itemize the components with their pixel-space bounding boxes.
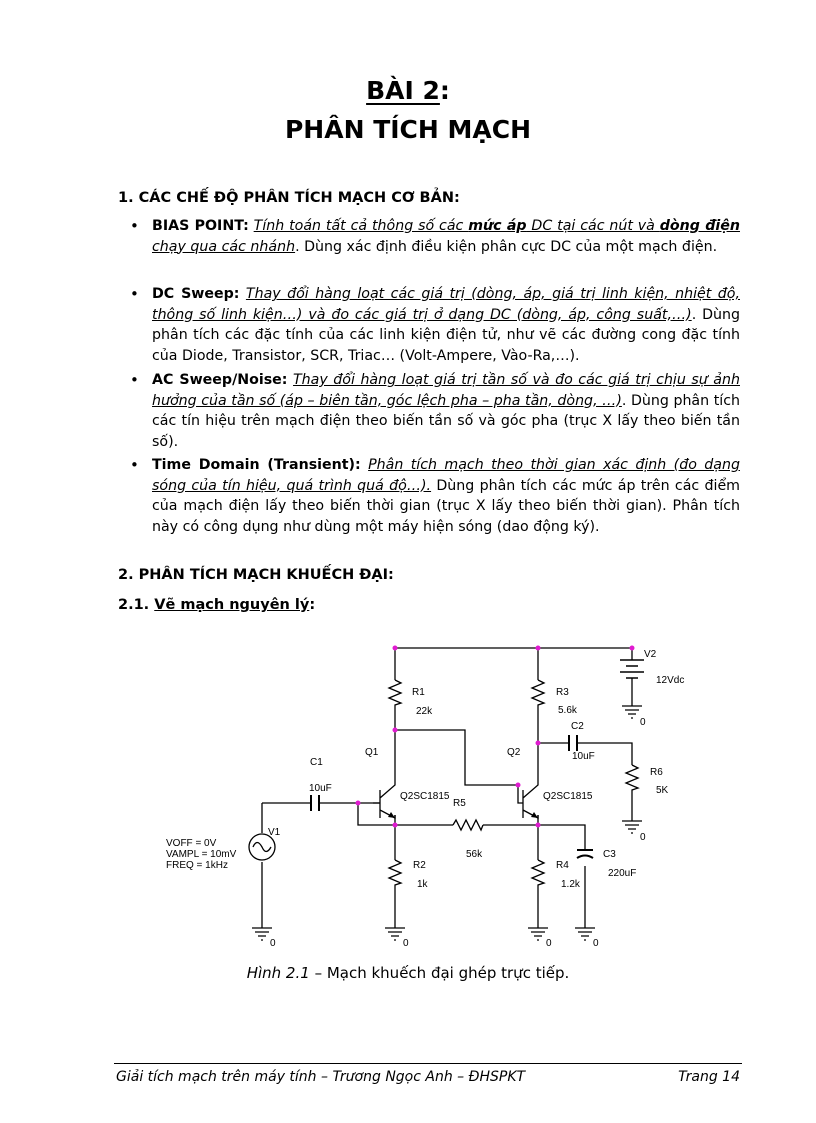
bullet-desc: Thay đổi hàng loạt giá trị tần số và đo các giá trị chịu sự ảnh hưởng của tần số (áp – biên tần, góc lệch pha – pha tần, dòng, …)	[152, 372, 740, 409]
r3-name: R3	[556, 687, 569, 698]
c1-name: C1	[310, 757, 323, 768]
lesson-colon: :	[439, 76, 450, 105]
ground-symbol	[252, 928, 272, 940]
r2-zigzag	[389, 860, 401, 890]
section-1-heading: 1. CÁC CHẾ ĐỘ PHÂN TÍCH MẠCH CƠ BẢN:	[118, 190, 460, 206]
junction-dot	[393, 728, 398, 733]
q2-body	[518, 775, 538, 818]
footer-text: Giải tích mạch trên máy tính – Trương Ngọc Anh – ĐHSPKT	[116, 1069, 526, 1085]
lesson-number: BÀI 2	[366, 76, 440, 105]
ground-label: 0	[640, 832, 646, 843]
v1-name: V1	[268, 827, 281, 838]
bullet-desc: Tính toán tất cả thông số các	[253, 218, 469, 234]
r4-zigzag	[532, 860, 544, 890]
bullet-dot: •	[130, 456, 139, 474]
bullet-term: DC Sweep:	[152, 286, 240, 302]
r5-name: R5	[453, 798, 466, 809]
c3-name: C3	[603, 849, 616, 860]
bullet-emph: mức áp	[468, 218, 527, 234]
v1-sine	[253, 843, 271, 852]
junction-dot	[516, 783, 521, 788]
bullet-rest: . Dùng phân tích các tín hiệu trên mạch điện theo biến tần số và góc pha (trục X lấy theo biến tần số).	[152, 392, 740, 450]
c3-value: 220uF	[608, 868, 637, 879]
r5-zigzag	[453, 820, 483, 830]
bullet-desc: DC tại các nút và	[526, 218, 660, 234]
junction-dot	[630, 646, 635, 651]
junction-dot	[356, 801, 361, 806]
v2-value: 12Vdc	[656, 675, 685, 686]
ground-label: 0	[546, 938, 552, 949]
ground-symbol	[622, 820, 642, 833]
v1-voff: VOFF = 0V	[166, 838, 217, 849]
ground-label: 0	[403, 938, 409, 949]
lesson-subtitle: PHÂN TÍCH MẠCH	[284, 115, 532, 144]
r3-value: 5.6k	[558, 705, 577, 716]
figure-caption	[0, 964, 816, 982]
figure-text: – Mạch khuếch đại ghép trực tiếp.	[309, 964, 570, 982]
bullet-rest: . Dùng phân tích các đặc tính của các linh kiện điện tử, như vẽ các đường cong đặc tính của Diode, Transistor, SCR, Triac… (Volt-Ampere, Vào-Ra,…).	[152, 306, 741, 364]
c2-plates	[569, 735, 577, 751]
r1-name: R1	[412, 687, 425, 698]
bullet-term: BIAS POINT:	[152, 218, 249, 234]
v2-battery	[620, 660, 644, 678]
r4-value: 1.2k	[561, 879, 580, 890]
r2-value: 1k	[417, 879, 428, 890]
q1-name: Q1	[365, 747, 379, 758]
subsection-text: Vẽ mạch nguyên lý	[154, 597, 310, 613]
r1-value: 22k	[416, 706, 433, 717]
c2-value: 10uF	[572, 751, 595, 762]
v1-freq: FREQ = 1kHz	[166, 860, 228, 871]
r3-zigzag	[532, 680, 544, 710]
junction-dot	[393, 823, 398, 828]
bullet-emph: dòng điện	[659, 218, 740, 234]
bullet-dot: •	[130, 371, 139, 389]
figure-number: Hình 2.1	[246, 964, 310, 982]
q2-name: Q2	[507, 747, 521, 758]
r1-zigzag	[389, 680, 401, 710]
r5-value: 56k	[466, 849, 483, 860]
bullet-term: Time Domain (Transient):	[152, 457, 361, 473]
subsection-number: 2.1.	[118, 597, 155, 613]
r6-name: R6	[650, 767, 663, 778]
r2-name: R2	[413, 860, 426, 871]
bullet-desc: Thay đổi hàng loạt các giá trị (dòng, áp, giá trị linh kiện, nhiệt độ, thông số linh kiện…) và đo các giá trị ở dạng DC (dòng, áp, công suất,…)	[152, 286, 740, 323]
subsection-colon: :	[309, 597, 316, 613]
bullet-rest: Dùng phân tích các mức áp trên các điểm của mạch điện lấy theo biến thời gian (trục X lấy theo biến thời gian). Phân tích này có công dụng như dùng một máy hiện sóng (dao động ký).	[152, 477, 740, 535]
bullet-desc: chạy qua các nhánh	[152, 238, 296, 255]
r4-name: R4	[556, 860, 569, 871]
c3-plates	[577, 850, 593, 858]
ground-label: 0	[270, 938, 276, 949]
junction-dot	[536, 823, 541, 828]
junction-dot	[393, 646, 398, 651]
r6-value: 5K	[656, 785, 669, 796]
bullet-dot: •	[130, 217, 139, 235]
wire-q1-collector	[395, 730, 518, 785]
wire-q2-emitter	[538, 815, 585, 928]
q1-body	[373, 775, 395, 818]
page-number: Trang 14	[678, 1069, 740, 1085]
ground-symbol	[528, 928, 548, 940]
c1-value: 10uF	[309, 783, 332, 794]
bullet-term: AC Sweep/Noise:	[152, 372, 288, 388]
v1-vampl: VAMPL = 10mV	[166, 849, 237, 860]
ground-symbol	[622, 705, 642, 718]
c1-plates	[311, 795, 319, 811]
footer-divider	[114, 1063, 742, 1064]
bullet-rest: . Dùng xác định điều kiện phân cực DC của một mạch điện.	[295, 238, 718, 255]
section-2-heading: 2. PHÂN TÍCH MẠCH KHUẾCH ĐẠI:	[118, 567, 394, 583]
v2-name: V2	[644, 649, 657, 660]
ground-symbol	[385, 928, 405, 940]
ground-symbol	[575, 928, 595, 940]
junction-dot	[536, 741, 541, 746]
r6-zigzag	[626, 765, 638, 792]
bullet-dot: •	[130, 285, 139, 303]
q1-model: Q2SC1815	[400, 791, 450, 802]
q2-model: Q2SC1815	[543, 791, 593, 802]
wire-c1	[262, 803, 380, 928]
c2-name: C2	[571, 721, 584, 732]
bullet-desc: Phân tích mạch theo thời gian xác định (đo dạng sóng của tín hiệu, quá trình quá độ…).	[152, 457, 740, 494]
wire-r5	[358, 803, 538, 825]
ground-label: 0	[640, 717, 646, 728]
ground-label: 0	[593, 938, 599, 949]
junction-dot	[536, 646, 541, 651]
